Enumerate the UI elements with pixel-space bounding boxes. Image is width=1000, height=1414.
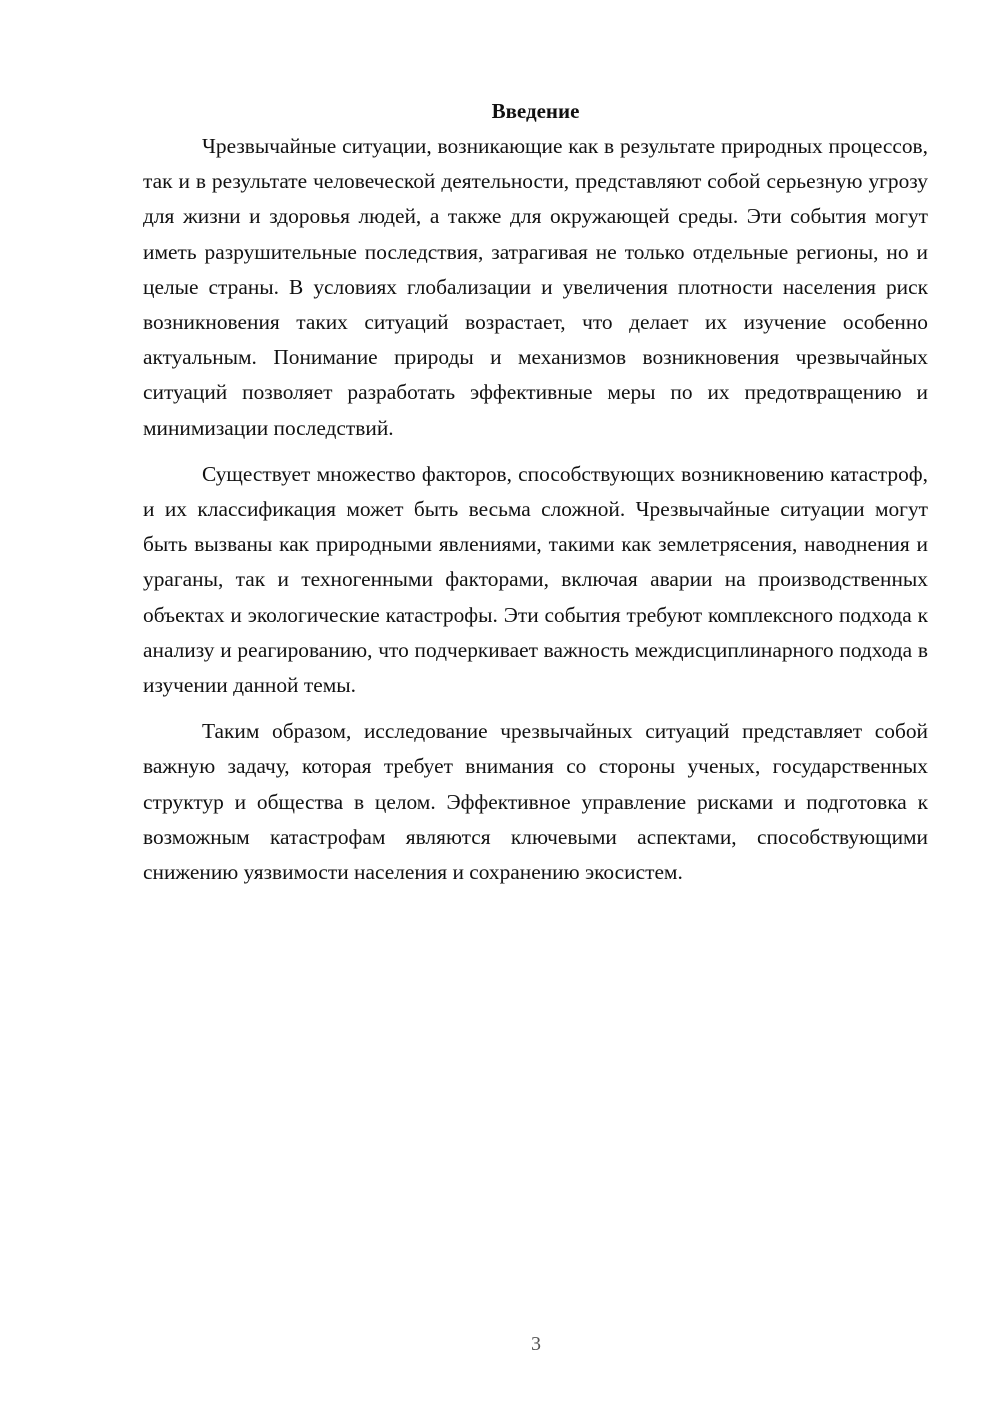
page-title: Введение xyxy=(491,99,580,123)
paragraph-2: Существует множество факторов, способствующих возникновению катастроф, и их классификация может быть весьма сложной. Чрезвычайные ситуации могут быть вызваны как природными явлениями, такими как землетрясения, наводнения и ураганы, так и техногенными факторами, включая аварии на производственных объектах и экологические катастрофы. Эти события требуют комплексного подхода к анализу и реагированию, что подчеркивает важность междисциплинарного подхода в изучении данной темы. xyxy=(143,461,928,698)
page-number: 3 xyxy=(531,1333,541,1355)
paragraph-1: Чрезвычайные ситуации, возникающие как в результате природных процессов, так и в результате человеческой деятельности, представляют собой серьезную угрозу для жизни и здоровья людей, а также для окружающей среды. Эти события могут иметь разрушительные последствия, затрагивая не только отдельные регионы, но и целые страны. В условиях глобализации и увеличения плотности населения риск возникновения таких ситуаций возрастает, что делает их изучение особенно актуальным. Понимание природы и механизмов возникновения чрезвычайных ситуаций позволяет разработать эффективные меры по их предотвращению и минимизации последствий. xyxy=(143,134,928,440)
page-content xyxy=(143,94,928,890)
paragraph-3: Таким образом, исследование чрезвычайных ситуаций представляет собой важную задачу, которая требует внимания со стороны ученых, государственных структур и общества в целом. Эффективное управление рисками и подготовка к возможным катастрофам являются ключевыми аспектами, способствующими снижению уязвимости населения и сохранению экосистем. xyxy=(143,719,928,885)
